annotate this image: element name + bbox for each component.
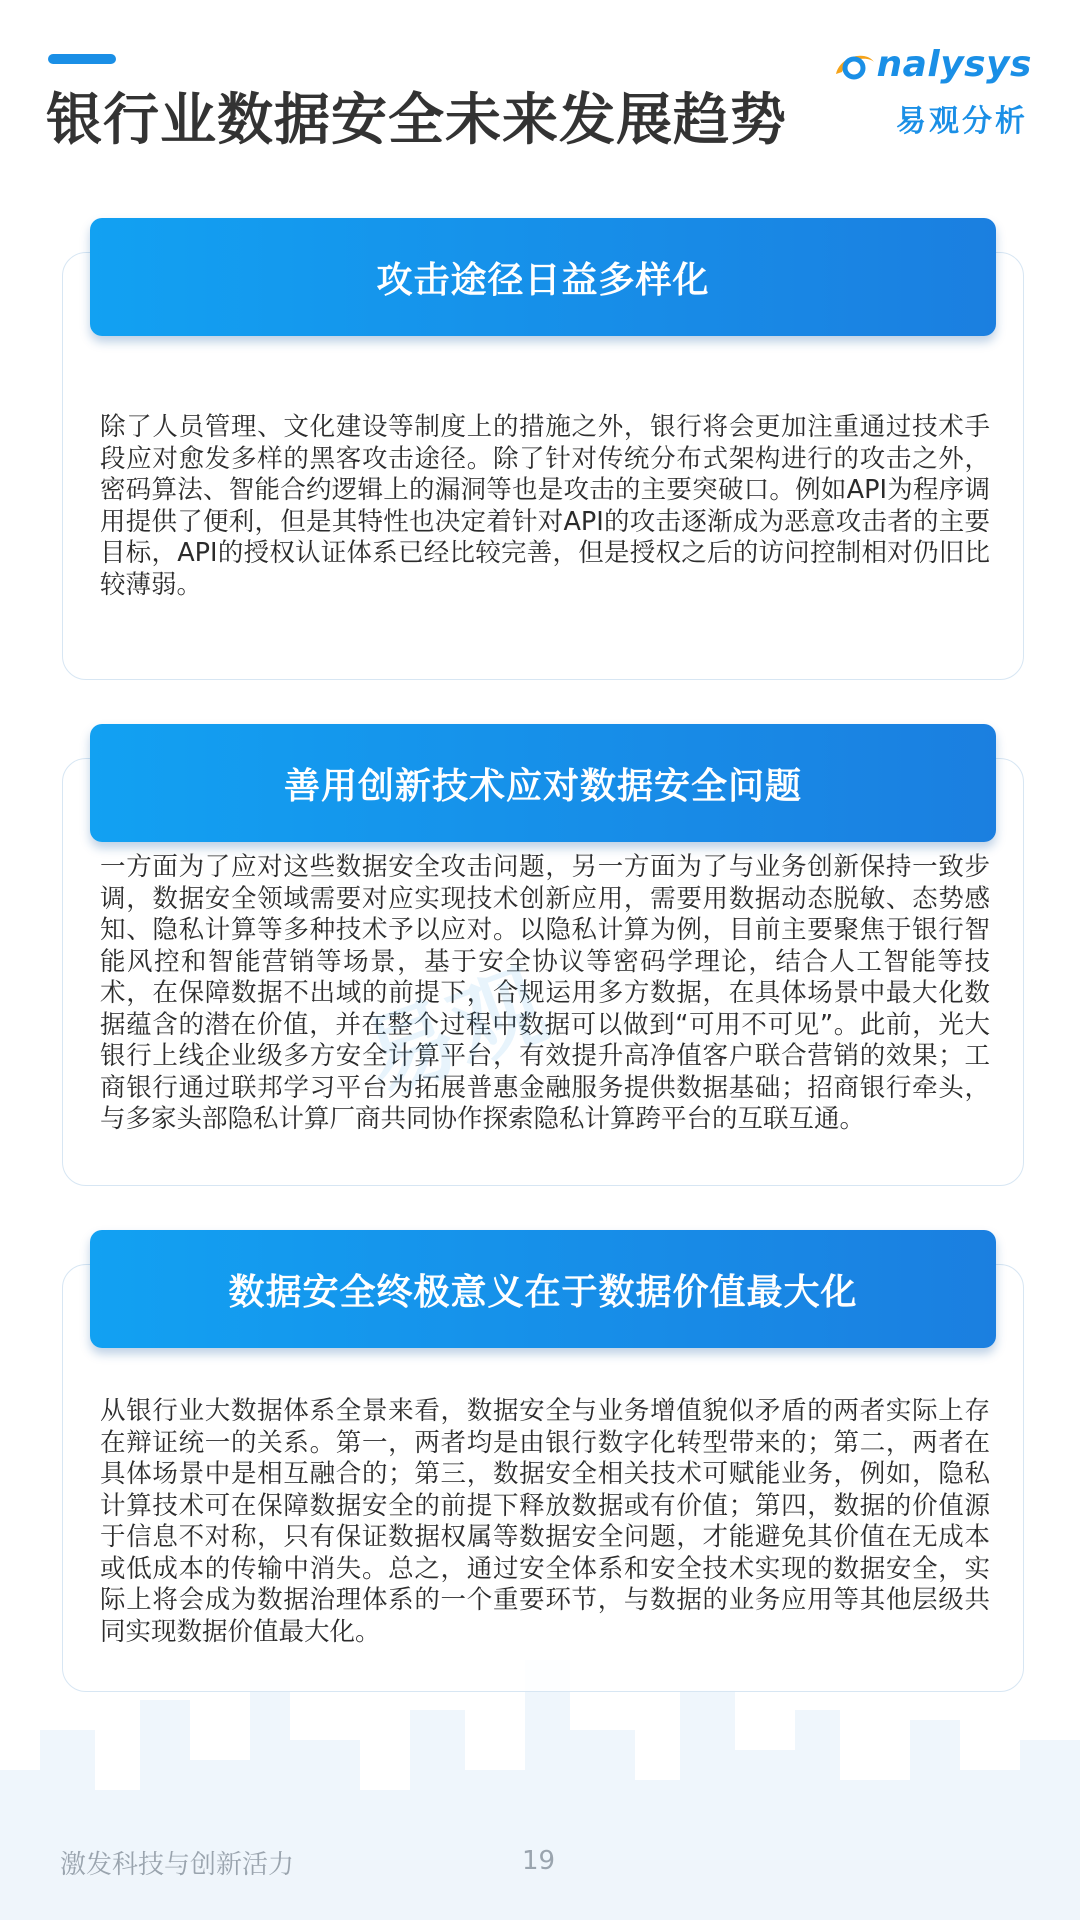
section-header-attack-paths (90, 218, 996, 336)
logo-chinese-name: 易观分析 (896, 104, 1028, 139)
logo-wordmark: nalysys (876, 44, 1032, 85)
page-title: 银行业数据安全未来发展趋势 (46, 88, 787, 153)
section-heading: 善用创新技术应对数据安全问题 (283, 765, 802, 807)
footer-slogan: 激发科技与创新活力 (60, 1850, 295, 1880)
page-number: 19 (522, 1846, 556, 1876)
section-body-data-value: 从银行业大数据体系全景来看，数据安全与业务增值貌似矛盾的两者实际上存在辩证统一的关系。第一，两者均是由银行数字化转型带来的；第二，两者在具体场景中是相互融合的；第三，数据安全相关技术可赋能业务，例如，隐私计算技术可在保障数据安全的前提下释放数据或有价值；第四，数据的价值源于信息不对称，只有保证数据权属等数据安全问题，才能避免其价值在无成本或低成本的传输中消失。总之，通过安全体系和安全技术实现的数据安全，实际上将会成为数据治理体系的一个重要环节，与数据的业务应用等其他层级共同实现数据价值最大化。 (100, 1396, 990, 1647)
section-header-data-value (90, 1230, 996, 1348)
section-body-innovation: 一方面为了应对这些数据安全攻击问题，另一方面为了与业务创新保持一致步调，数据安全领域需要对应实现技术创新应用，需要用数据动态脱敏、态势感知、隐私计算等多种技术予以应对。以隐私计算为例，目前主要聚焦于银行智能风控和智能营销等场景，基于安全协议等密码学理论，结合人工智能等技术，在保障数据不出域的前提下，合规运用多方数据，在具体场景中最大化数据蕴含的潜在价值，并在整个过程中数据可以做到“可用不可见”。此前，光大银行上线企业级多方安全计算平台，有效提升高净值客户联合营销的效果；工商银行通过联邦学习平台为拓展普惠金融服务提供数据基础；招商银行牵头，与多家头部隐私计算厂商共同协作探索隐私计算跨平台的互联互通。 (100, 852, 990, 1134)
analysys-logo (832, 44, 1032, 144)
section-heading: 攻击途径日益多样化 (376, 259, 710, 301)
logo-swoosh-icon (832, 48, 878, 82)
section-body-attack-paths: 除了人员管理、文化建设等制度上的措施之外，银行将会更加注重通过技术手段应对愈发多样的黑客攻击途径。除了针对传统分布式架构进行的攻击之外，密码算法、智能合约逻辑上的漏洞等也是攻击的主要突破口。例如API为程序调用提供了便利，但是其特性也决定着针对API的攻击逐渐成为恶意攻击者的主要目标，API的授权认证体系已经比较完善，但是授权之后的访问控制相对仍旧比较薄弱。 (100, 412, 990, 600)
section-header-innovation (90, 724, 996, 842)
title-accent-bar (48, 54, 116, 64)
section-heading: 数据安全终极意义在于数据价值最大化 (228, 1271, 858, 1313)
